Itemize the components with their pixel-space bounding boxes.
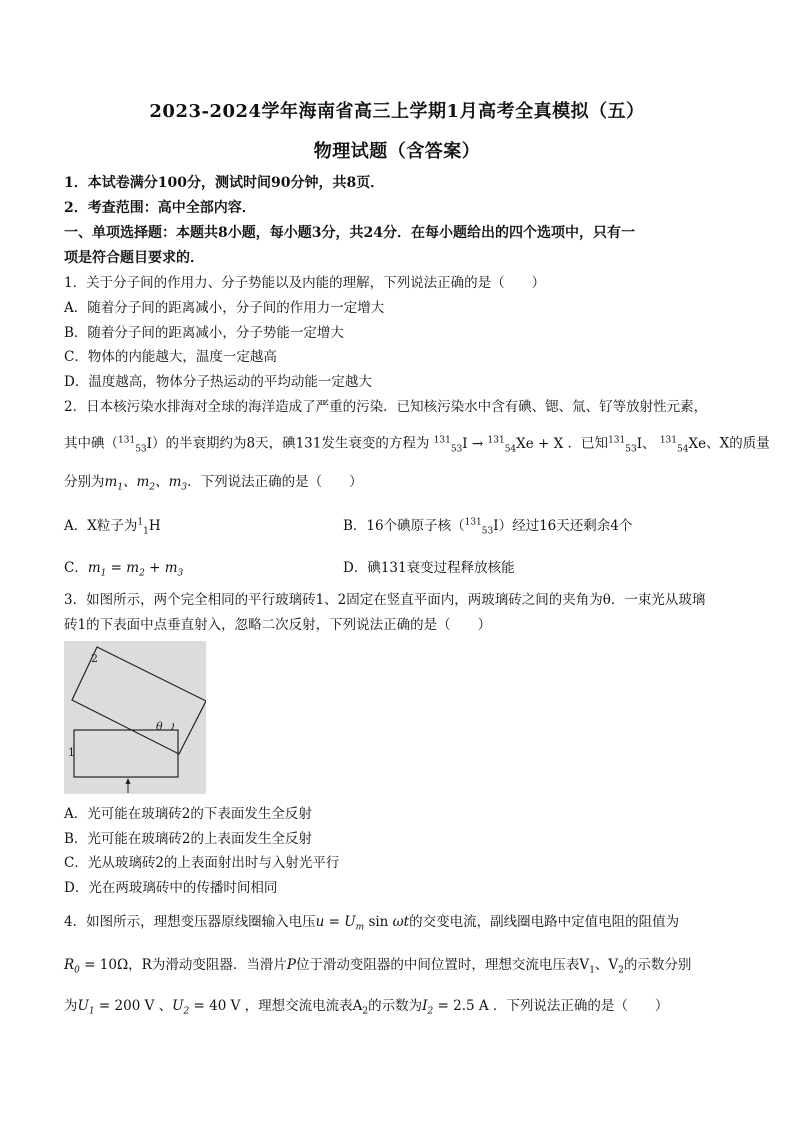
q4-stem-line1 [64, 912, 734, 938]
brick-2-label: 2 [91, 652, 98, 665]
q2-option-c [64, 556, 183, 579]
decay-equation: $^{131}_{53}$I → $^{131}_{54}$Xe + X [433, 435, 568, 455]
note-2: 2．考查范围：高中全部内容． [64, 200, 256, 216]
q3-option-b: B．光可能在玻璃砖2的上表面发生全反射 [64, 831, 313, 847]
q4-text-h: ，理想交流电流表A [244, 998, 363, 1014]
q4-text-e: 、V [594, 957, 619, 973]
exam-title: 2023-2024学年海南省高三上学期1月高考全真模拟（五） [149, 101, 645, 122]
equals-sign: = [324, 914, 345, 930]
arrow-up-icon [126, 778, 131, 784]
q1-option-d: D．温度越高，物体分子热运动的平均动能一定越大 [64, 374, 372, 390]
resistor-r0: $R_0$ [64, 957, 80, 976]
mass-equation: $m_1 = m_2 + m_3$ [87, 560, 184, 579]
q2-text-b: ）的半衰期约为8天，碘131发生衰变的方程为 [151, 435, 430, 452]
glass-brick-1 [74, 730, 178, 777]
q1-option-a: A．随着分子间的距离减小，分子间的作用力一定增大 [64, 300, 385, 316]
q4-stem-line3 [64, 996, 734, 1022]
q3-option-d: D．光在两玻璃砖中的传播时间相同 [64, 880, 278, 896]
iodine-symbol: $^{131}_{53}$I [118, 435, 152, 455]
q2-option-b-text2: ）经过16天还剩余4个 [498, 518, 633, 534]
q2-text-f: ．下列说法正确的是（ ） [187, 474, 363, 490]
resistor-value: = 10Ω [79, 957, 129, 973]
q2-option-d: D．碘131衰变过程释放核能 [343, 560, 515, 576]
q4-stem-line2 [64, 955, 734, 981]
i2-value: $I_2$ [422, 998, 434, 1017]
q4-text-j: ．下列说法正确的是（ ） [492, 998, 669, 1014]
iodine-symbol-b: $^{131}_{53}$I [464, 517, 499, 537]
q4-text-c: ，R为滑动变阻器．当滑片 [128, 957, 287, 973]
q1-stem: 1．关于分子间的作用力、分子势能以及内能的理解，下列说法正确的是（ ） [64, 275, 546, 291]
q2-option-b-text: B．16个碘原子核（ [343, 518, 465, 534]
voltage-amplitude: $U_m$ [344, 914, 365, 933]
q4-text-g: 为 [64, 998, 78, 1014]
slider-p: P [286, 957, 296, 973]
q3-stem-line1: 3．如图所示，两个完全相同的平行玻璃砖1、2固定在竖直平面内，两玻璃砖之间的夹角为θ．一束光从玻璃 [64, 592, 706, 608]
q3-stem-line2: 砖1的下表面中点垂直射入，忽略二次反射，下列说法正确的是（ ） [64, 617, 492, 633]
nuclide-list: $^{131}_{53}$I、 $^{131}_{54}$Xe [608, 435, 707, 455]
q1-option-c: C．物体的内能越大，温度一定越高 [64, 349, 277, 365]
q3-option-a: A．光可能在玻璃砖2的下表面发生全反射 [64, 806, 312, 822]
q2-option-a [64, 514, 161, 537]
q2-stem-line2 [64, 430, 770, 459]
i2-number: = 2.5 A [433, 998, 493, 1014]
note-1: 1．本试卷满分100分，测试时间90分钟，共8页． [64, 175, 385, 191]
v2-subscript: 2 [618, 965, 624, 976]
brick-1-label: 1 [68, 746, 75, 759]
q2-text-d: 、X的质量 [706, 435, 770, 452]
hydrogen-symbol: $^1_1$H [137, 517, 161, 537]
q4-text-a: 4．如图所示，理想变压器原线圈输入电压 [64, 914, 316, 930]
q2-option-b [343, 514, 632, 537]
q3-option-c: C．光从玻璃砖2的上表面射出时与入射光平行 [64, 855, 340, 871]
section-heading-line1: 一、单项选择题：本题共8小题，每小题3分，共24分．在每小题给出的四个选项中，只有一 [64, 225, 635, 241]
q2-stem-line3 [64, 472, 734, 498]
q2-text-c: ．已知 [567, 435, 609, 452]
q2-text-a: 其中碘（ [64, 435, 118, 452]
exam-subtitle: 物理试题（含答案） [313, 141, 481, 162]
q4-text-d: 位于滑动变阻器的中间位置时，理想交流电压表V [295, 957, 590, 973]
u1-number: = 200 V 、 [94, 998, 173, 1014]
voltage-expression: u [315, 914, 325, 930]
q4-text-b: 的交变电流，副线圈电路中定值电阻的阻值为 [409, 914, 680, 930]
q2-stem-line1: 2．日本核污染水排海对全球的海洋造成了严重的污染．已知核污染水中含有碘、锶、氚、钌等放射性元素， [64, 399, 708, 415]
angle-arc [171, 723, 173, 730]
sine-function: sin [368, 914, 393, 930]
q1-option-b: B．随着分子间的距离减小，分子势能一定增大 [64, 325, 344, 341]
q2-option-a-text: A．X粒子为 [64, 518, 138, 534]
q4-text-f: 的示数分别 [623, 957, 692, 973]
u1-value: $U_1$ [77, 998, 95, 1017]
section-heading-line2: 项是符合题目要求的． [64, 250, 204, 266]
q2-text-e: 分别为 [64, 474, 105, 490]
v1-subscript: 1 [589, 965, 595, 976]
u2-number: = 40 V [189, 998, 245, 1014]
glass-brick-figure [64, 641, 206, 794]
theta-label: θ [156, 720, 163, 733]
omega-t: ωt [392, 914, 410, 930]
q4-text-i: 的示数为 [368, 998, 423, 1014]
a2-subscript: 2 [362, 1006, 369, 1017]
q2-option-c-text: C． [64, 560, 88, 576]
u2-value: $U_2$ [172, 998, 190, 1017]
glass-brick-diagram [64, 641, 206, 794]
mass-symbols: $m_1$、$m_2$、$m_3$ [104, 474, 188, 493]
